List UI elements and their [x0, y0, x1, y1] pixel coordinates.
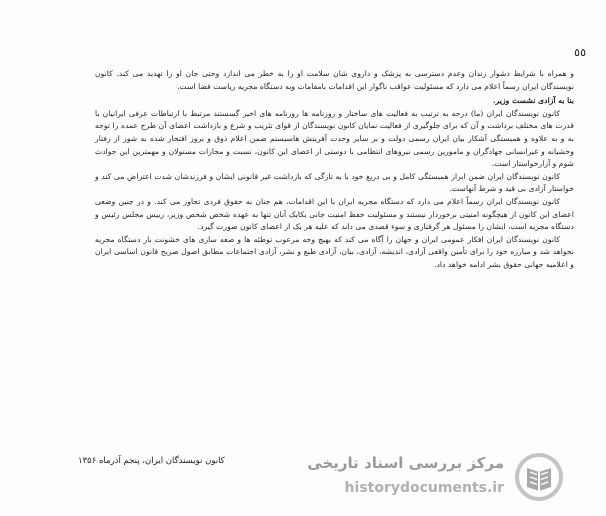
watermark-title: مرکز بررسی اسناد تاریخی: [307, 454, 504, 472]
paragraph-1: و همراه با شرایط دشوار زندان وعدم دسترسی به پزشک و داروی شان سلامت او را به خطر می اندازد وحتی جان او را تهدید می کند. کانون نویسندگان ایران رسماً اعلام می دارد که مسئولیت عواقب ناگوار این اقدامات بامقامات وبه دستگاه مجریه ریاست قضا است.: [95, 69, 574, 91]
book-logo-icon: [512, 450, 566, 504]
paragraph-5: کانون نویسندگان ایران افکار عمومی ایران و جهان را آگاه می کند که بهیچ وجه مرعوب توطئه ها و ضعه سازی های خشونت بار دستگاه مجریه نخواهد شد و مبارزه خود را برای تأمین واقعی آزادی، اندیشه، آزادی، بیان، آزادی طبع و نشر، آزادی اجتماعات مطابق اصول صریح قانون اساسی ایران و اعلامیه جهانی حقوق بشر ادامه خواهد داد.: [95, 234, 574, 269]
watermark-url: historydocuments.ir: [344, 480, 504, 496]
paragraph-2: کانون نویسندگان ایران (ما) درجه به ترتیب به فعالیت های ساختار و روزنامه ها روزنامه های اخیر گسستند مرتبط با ارتباطات عرفی ایرانیان با قدرت های مختلف برداشت و آن که برای جلوگیری از فعالیت نمایان کانون نویسندگان از قوای تثریب و شرع و بازداشت اعضای آن طرح عمده را توجه به و به علاوه و همبستگی آشکار بیان ایران رسمی دولت و بر سایر وحدت آفرینش هاسیستم ضمن اعلام ذوق و بروز افتخار شده به شور از رفتار وحشیانه و غیرانسانی جهادگران و مامورین رسمی نیروهای انتظامی با دوستی از اعضای این کانون، نسبت و مجازات مستولان و مهمترین این حوادث شوم و آزارخواستار است.: [95, 108, 574, 169]
paragraph-3: کانون نویسندگان ایران ضمن ابراز همبستگی کامل و بی دریغ خود با به تازگی که بازداشت غیر قانونی ایشان و فرزندشان شدت اعتراض می کند و خواستار آزادی بی قید و شرط آنهاست.: [95, 171, 574, 194]
signature-line: کانون نویسندگان ایران، پنجم آذرماه ۱۳۵۶: [78, 456, 225, 466]
document-body: [95, 68, 574, 272]
paragraph-4: کانون نویسندگان ایران رسماً اعلام می دارد که دستگاه مجریه ایران با این اقدامات، هم جنان به حقوق فردی تجاوز می کند. و در چنین وضعی اعضای این کانون از هیچگونه امنیتی برخوردار نیستند و مسئولیت حفظ امنیت جانی یکایک آنان تنها به عهده شخص شخص وزیر، رییس مجلس رئیس و دستگاه مجریه است، ایشان را مسئول هر گرفتاری و سوء قصدی می داند که علیه هر یک از اعضای کانون صورت گیرد.: [95, 196, 574, 232]
section-heading: بنا به آزادی نشست وزیر.: [492, 96, 574, 106]
watermark: [266, 448, 566, 508]
page-number: ٥٥: [574, 46, 586, 59]
